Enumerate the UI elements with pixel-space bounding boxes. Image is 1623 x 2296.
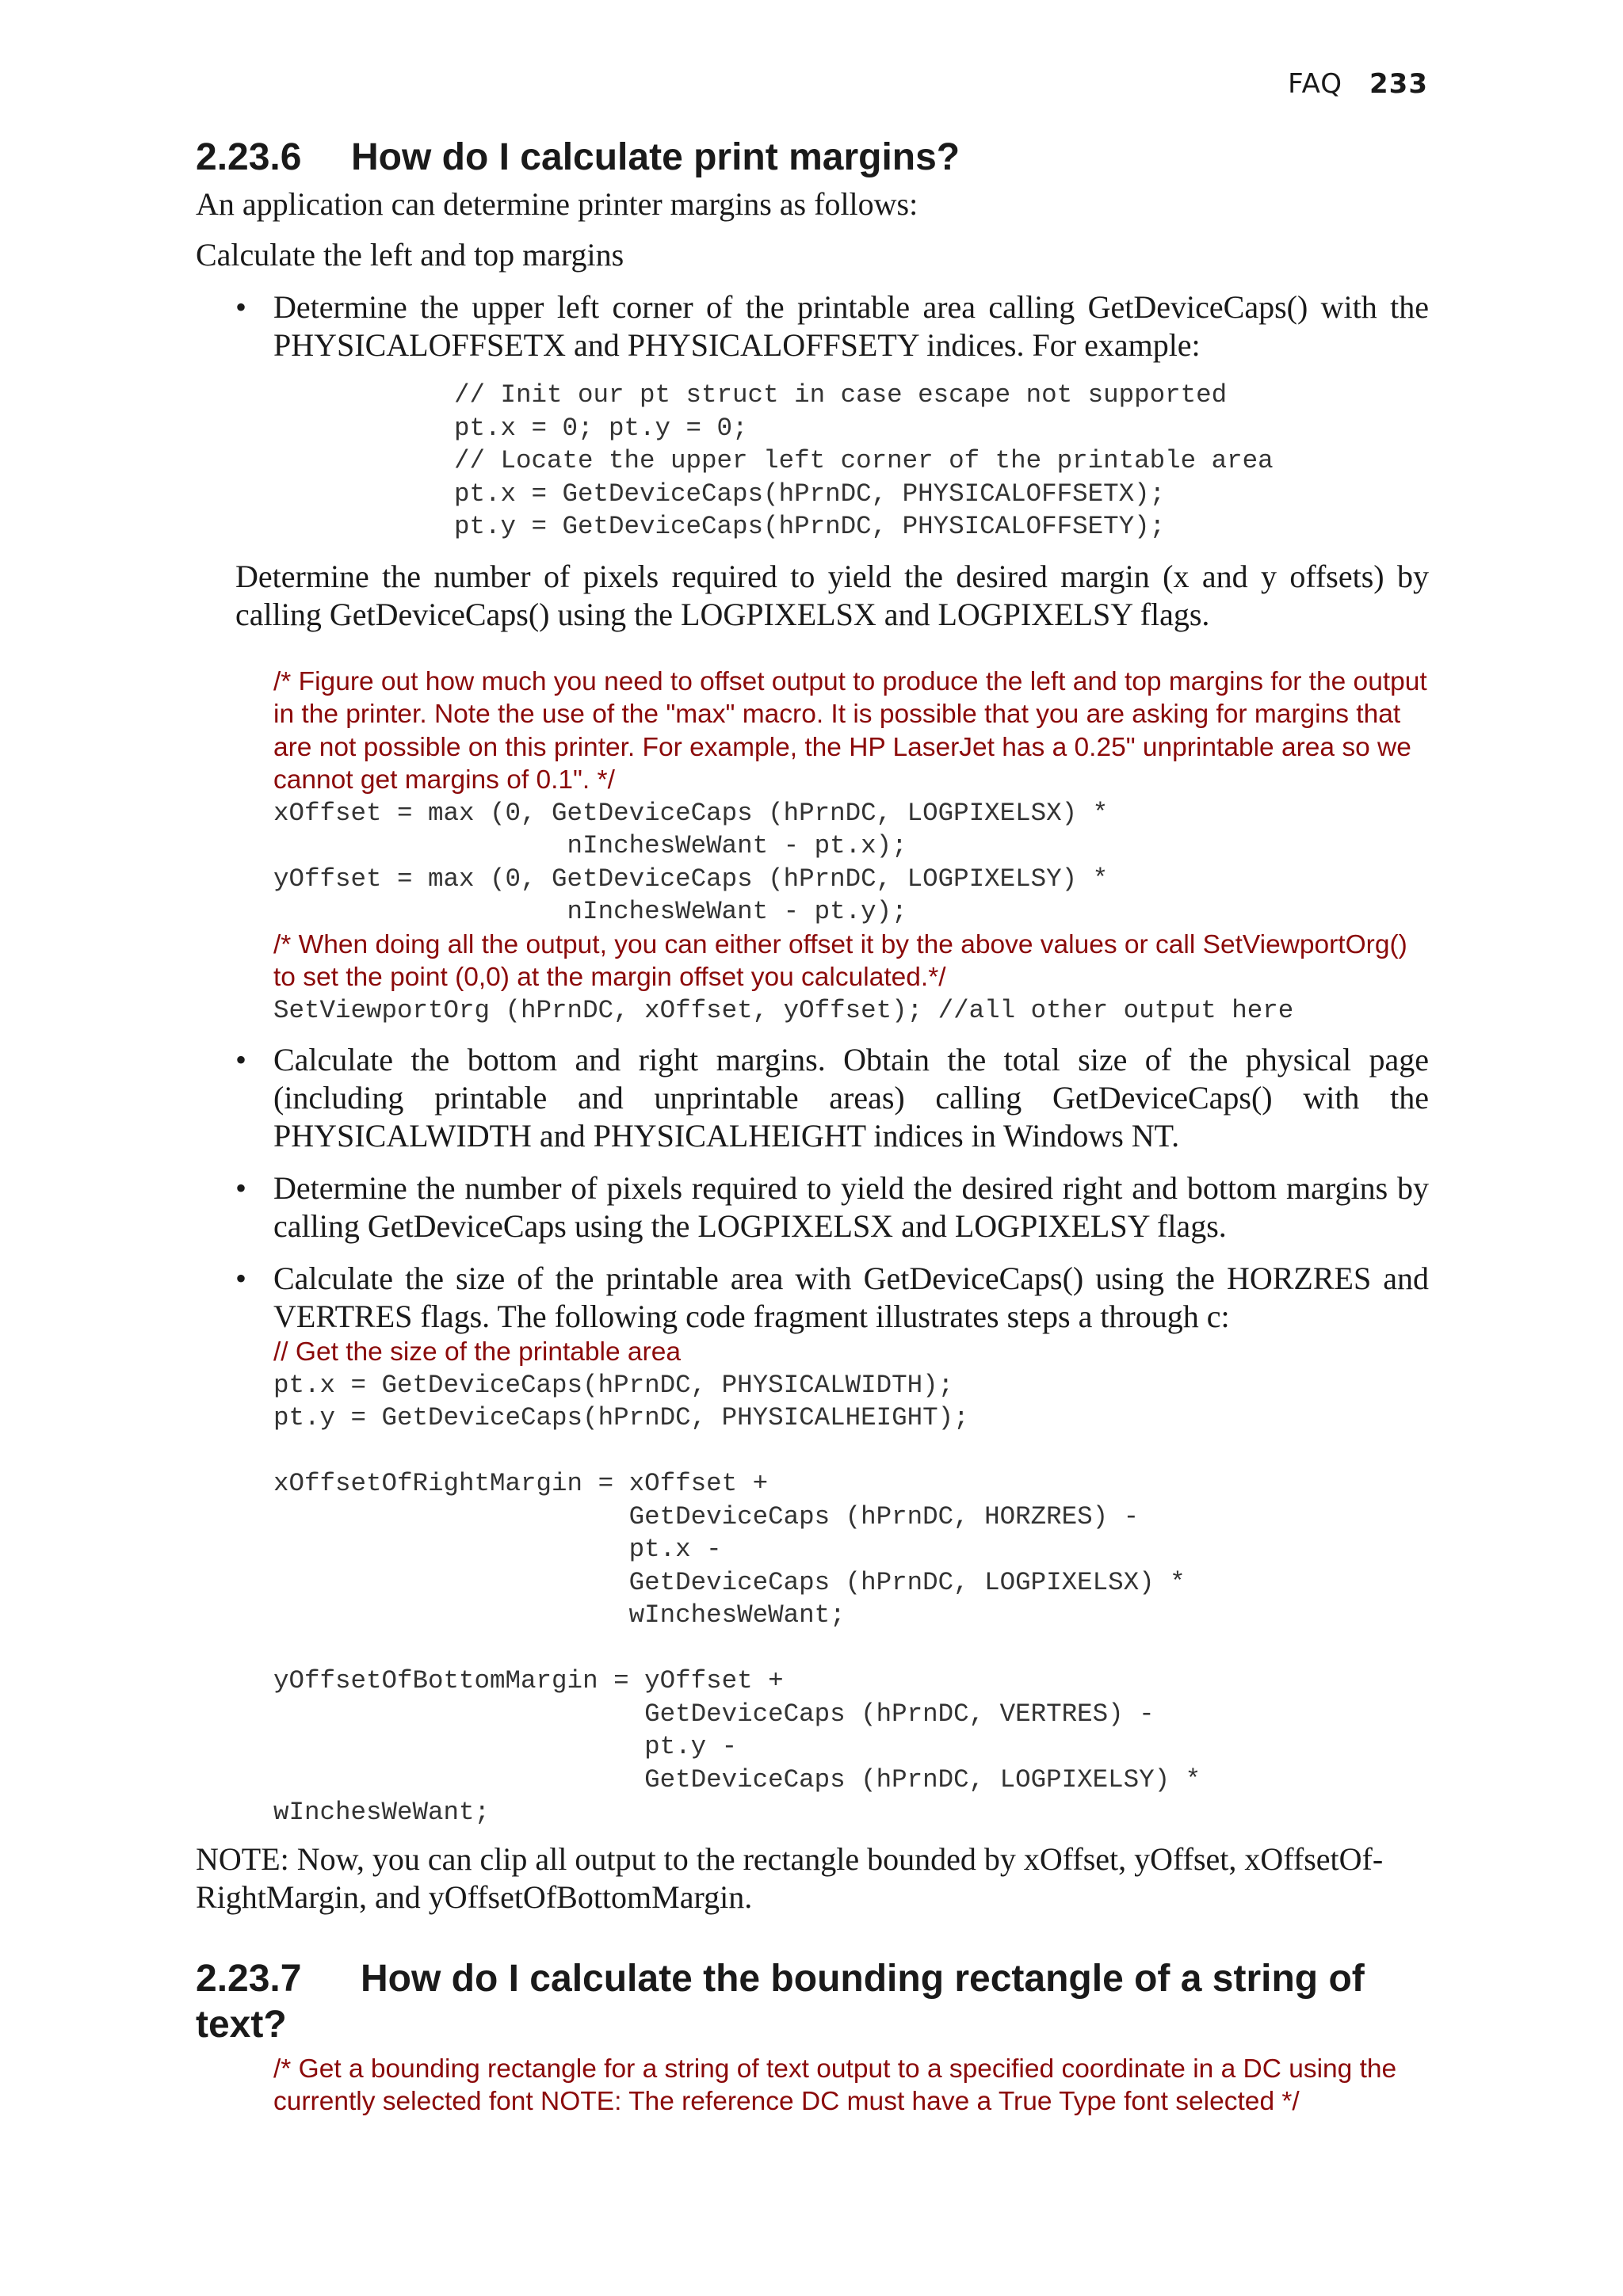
list-item xyxy=(235,1169,1429,1245)
list-item xyxy=(235,1041,1429,1155)
page-number: 233 xyxy=(1369,68,1428,100)
section-heading-2-23-7 xyxy=(196,1956,1429,2048)
section-title: How do I calculate the bounding rectangle of a string of text? xyxy=(196,1957,1365,2046)
steps-list-2 xyxy=(196,1041,1429,1336)
list-item-text: Calculate the size of the printable area with GetDeviceCaps() using the HORZRES and VERTRES flags. The following code fragment illustrates steps a through c: xyxy=(273,1261,1429,1334)
steps-list-1 xyxy=(196,288,1429,364)
code-block-margins: pt.x = GetDeviceCaps(hPrnDC, PHYSICALWIDTH); pt.y = GetDeviceCaps(hPrnDC, PHYSICALHEIGHT); xOffsetOfRightMargin = xOffset + GetDeviceCaps (hPrnDC, HORZRES) - pt.x - GetDeviceCaps (hPrnDC, LOGPIXELSX) * wInchesWeWant; yOffsetOfBottomMargin = yOffset + GetDeviceCaps (hPrnDC, VERTRES) - pt.y - GetDeviceCaps (hPrnDC, LOGPIXELSY) * wInchesWeWant; xyxy=(273,1370,1201,1827)
bullet-icon: • xyxy=(235,1170,247,1206)
note-paragraph: NOTE: Now, you can clip all output to the rectangle bounded by xOffset, yOffset, xOffsetOf-RightMargin, and yOffsetOfBottomMargin. xyxy=(196,1840,1384,1915)
code-comment-bounding-rect: /* Get a bounding rectangle for a string of text output to a specified coordinate in a DC using the currently selected font NOTE: The reference DC must have a True Type font selected */ xyxy=(273,2054,1397,2116)
bullet-icon: • xyxy=(235,1261,247,1296)
code-block-viewport: SetViewportOrg (hPrnDC, xOffset, yOffset); //all other output here xyxy=(273,995,1294,1025)
code-comment-viewport: /* When doing all the output, you can either offset it by the above values or call SetViewportOrg() to set the point (0,0) at the margin offset you calculated.*/ xyxy=(273,929,1407,992)
code-comment-figure-offset: /* Figure out how much you need to offset output to produce the left and top margins for the output in the printer. Note the use of the "max" macro. It is possible that you are asking for margins that are not possible on this printer. For example, the HP LaserJet has a 0.25" unprintable area so we cannot get margins of 0.1". */ xyxy=(273,666,1427,795)
section-number: 2.23.7 xyxy=(196,1957,302,2000)
list-item-text: Determine the upper left corner of the printable area calling GetDeviceCaps() with the PHYSICALOFFSETX and PHYSICALOFFSETY indices. For example: xyxy=(273,289,1429,363)
page-content xyxy=(196,135,1429,2119)
intro-paragraph: An application can determine printer margins as follows: xyxy=(196,186,918,222)
code-block-xy-offset: xOffset = max (0, GetDeviceCaps (hPrnDC, LOGPIXELSX) * nInchesWeWant - pt.x); yOffset = max (0, GetDeviceCaps (hPrnDC, LOGPIXELSY) * nInchesWeWant - pt.y); xyxy=(273,798,1109,926)
code-block-offsets: // Init our pt struct in case escape not supported pt.x = 0; pt.y = 0; // Locate the upper left corner of the printable area pt.x = GetDeviceCaps(hPrnDC, PHYSICALOFFSETX); pt.y = GetDeviceCaps(hPrnDC, PHYSICALOFFSETY); xyxy=(454,380,1274,541)
bullet-icon: • xyxy=(235,289,247,325)
subheading-paragraph: Calculate the left and top margins xyxy=(196,237,624,273)
list-item xyxy=(235,288,1429,364)
running-header xyxy=(1288,68,1428,100)
section-title: How do I calculate print margins? xyxy=(351,136,960,178)
section-heading-2-23-6 xyxy=(196,135,1429,181)
section-number: 2.23.6 xyxy=(196,136,302,178)
list-item xyxy=(235,1260,1429,1336)
list-item-text: Determine the number of pixels required to yield the desired right and bottom margins by calling GetDeviceCaps using the LOGPIXELSX and LOGPIXELSY flags. xyxy=(273,1170,1429,1244)
header-section-label: FAQ xyxy=(1288,68,1343,100)
pixels-paragraph: Determine the number of pixels required to yield the desired margin (x and y offsets) by calling GetDeviceCaps() using the LOGPIXELSX and LOGPIXELSY flags. xyxy=(235,558,1429,632)
list-item-text: Calculate the bottom and right margins. Obtain the total size of the physical page (including printable and unprintable areas) calling GetDeviceCaps() with the PHYSICALWIDTH and PHYSICALHEIGHT indices in Windows NT. xyxy=(273,1042,1429,1154)
bullet-icon: • xyxy=(235,1042,247,1077)
code-comment-printable-area: // Get the size of the printable area xyxy=(273,1337,681,1367)
